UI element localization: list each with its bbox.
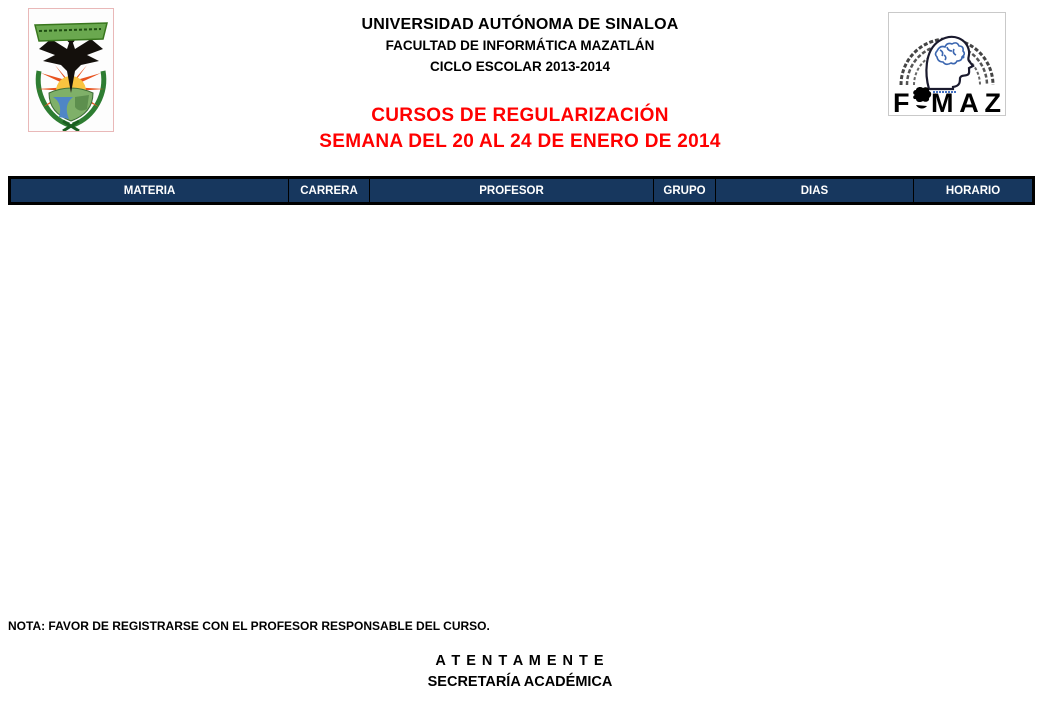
- column-header-carrera: CARRERA: [289, 178, 370, 204]
- fimaz-label-prefix: F: [893, 88, 910, 115]
- faculty-name: FACULTAD DE INFORMÁTICA MAZATLÁN: [385, 38, 655, 53]
- fimaz-label-suffix: MAZ: [931, 88, 1001, 115]
- school-year: CICLO ESCOLAR 2013-2014: [429, 59, 611, 74]
- schedule-table: [8, 176, 1035, 205]
- column-header-grupo: GRUPO: [654, 178, 716, 204]
- closing-text: A T E N T A M E N T E: [435, 653, 605, 669]
- uas-crest-logo: [28, 8, 114, 132]
- university-name: UNIVERSIDAD AUTÓNOMA DE SINALOA: [361, 16, 679, 33]
- column-header-materia: MATERIA: [10, 178, 289, 204]
- document-title-block: [130, 103, 910, 155]
- column-header-horario: HORARIO: [914, 178, 1034, 204]
- registration-note: NOTA: FAVOR DE REGISTRARSE CON EL PROFESOR RESPONSABLE DEL CURSO.: [8, 619, 490, 633]
- schedule-table-header: [10, 178, 1034, 204]
- course-title: CURSOS DE REGULARIZACIÓN: [371, 105, 669, 126]
- column-header-profesor: PROFESOR: [370, 178, 654, 204]
- week-title: SEMANA DEL 20 AL 24 DE ENERO DE 2014: [319, 131, 721, 152]
- uas-crest-icon: [29, 9, 113, 131]
- fimaz-brain-glyph: [913, 87, 931, 109]
- signature-block: [0, 651, 1040, 693]
- document-header: [130, 14, 910, 77]
- signature-text: SECRETARÍA ACADÉMICA: [427, 674, 613, 690]
- column-header-dias: DIAS: [716, 178, 914, 204]
